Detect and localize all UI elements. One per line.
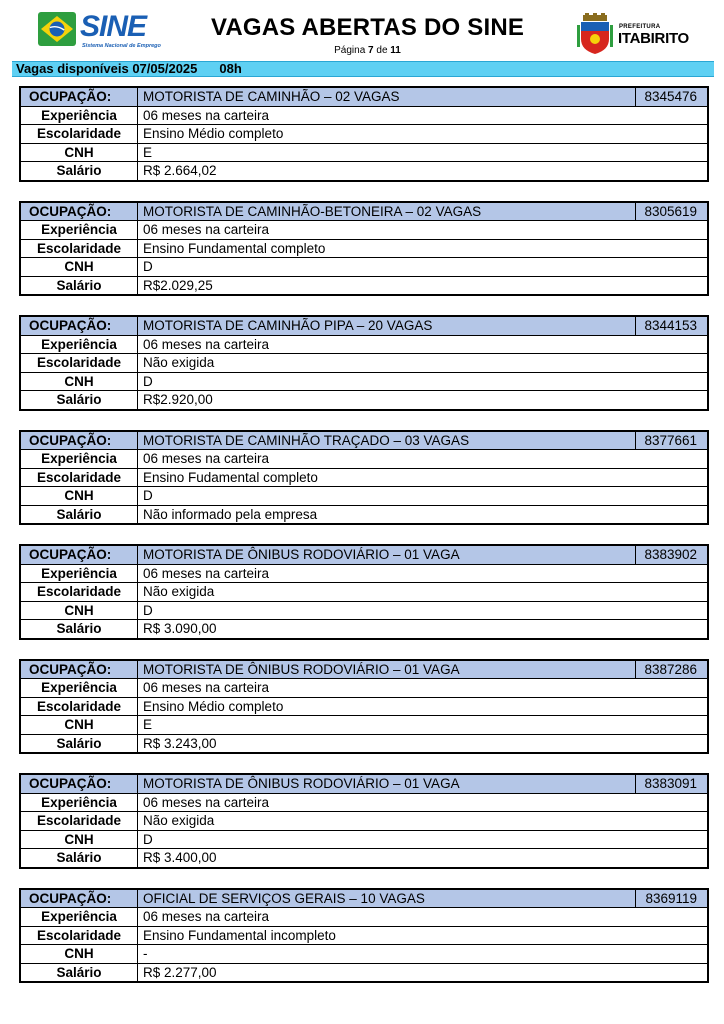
salary-row bbox=[20, 391, 708, 410]
experience-row bbox=[20, 564, 708, 583]
job-code: 8383091 bbox=[636, 774, 709, 793]
experience-row bbox=[20, 335, 708, 354]
license-value: - bbox=[138, 945, 709, 964]
city-crest-icon bbox=[575, 13, 615, 55]
schooling-row bbox=[20, 812, 708, 831]
brazil-flag-icon bbox=[38, 12, 76, 46]
page-number bbox=[190, 45, 545, 56]
salary-value: R$ 3.090,00 bbox=[138, 620, 709, 639]
job-table bbox=[19, 430, 709, 526]
experience-label: Experiência bbox=[20, 335, 138, 354]
job-table bbox=[19, 315, 709, 411]
occupation-label: OCUPAÇÃO: bbox=[20, 889, 138, 908]
job-code: 8345476 bbox=[636, 87, 709, 106]
experience-row bbox=[20, 793, 708, 812]
experience-label: Experiência bbox=[20, 221, 138, 240]
schooling-row bbox=[20, 125, 708, 144]
job-table bbox=[19, 773, 709, 869]
schooling-value: Ensino Médio completo bbox=[138, 697, 709, 716]
schooling-label: Escolaridade bbox=[20, 812, 138, 831]
time-text: 08h bbox=[219, 61, 242, 76]
schooling-value: Ensino Fudamental completo bbox=[138, 468, 709, 487]
experience-label: Experiência bbox=[20, 106, 138, 125]
occupation-row bbox=[20, 889, 708, 908]
occupation-row bbox=[20, 431, 708, 450]
job-title: MOTORISTA DE CAMINHÃO TRAÇADO – 03 VAGAS bbox=[138, 431, 636, 450]
experience-row bbox=[20, 221, 708, 240]
experience-row bbox=[20, 679, 708, 698]
experience-value: 06 meses na carteira bbox=[138, 564, 709, 583]
occupation-label: OCUPAÇÃO: bbox=[20, 316, 138, 335]
license-row bbox=[20, 716, 708, 735]
prefeitura-logo bbox=[575, 13, 690, 55]
salary-row bbox=[20, 162, 708, 181]
schooling-row bbox=[20, 583, 708, 602]
license-value: D bbox=[138, 258, 709, 277]
date-bar bbox=[12, 61, 714, 77]
job-code: 8383902 bbox=[636, 545, 709, 564]
prefeitura-name: ITABIRITO bbox=[618, 30, 689, 47]
occupation-label: OCUPAÇÃO: bbox=[20, 774, 138, 793]
experience-value: 06 meses na carteira bbox=[138, 679, 709, 698]
job-title: MOTORISTA DE CAMINHÃO – 02 VAGAS bbox=[138, 87, 636, 106]
license-value: E bbox=[138, 143, 709, 162]
license-value: D bbox=[138, 372, 709, 391]
experience-value: 06 meses na carteira bbox=[138, 908, 709, 927]
occupation-label: OCUPAÇÃO: bbox=[20, 660, 138, 679]
experience-value: 06 meses na carteira bbox=[138, 335, 709, 354]
page-current: 7 bbox=[368, 45, 374, 56]
license-label: CNH bbox=[20, 830, 138, 849]
salary-row bbox=[20, 734, 708, 753]
schooling-value: Ensino Fundamental incompleto bbox=[138, 926, 709, 945]
experience-label: Experiência bbox=[20, 679, 138, 698]
page-header bbox=[0, 0, 724, 62]
job-title: MOTORISTA DE CAMINHÃO-BETONEIRA – 02 VAGAS bbox=[138, 202, 636, 221]
job-code: 8344153 bbox=[636, 316, 709, 335]
experience-label: Experiência bbox=[20, 564, 138, 583]
occupation-row bbox=[20, 202, 708, 221]
salary-row bbox=[20, 849, 708, 868]
schooling-label: Escolaridade bbox=[20, 583, 138, 602]
occupation-row bbox=[20, 545, 708, 564]
salary-label: Salário bbox=[20, 162, 138, 181]
experience-value: 06 meses na carteira bbox=[138, 450, 709, 469]
job-title: OFICIAL DE SERVIÇOS GERAIS – 10 VAGAS bbox=[138, 889, 636, 908]
salary-value: R$ 2.664,02 bbox=[138, 162, 709, 181]
occupation-label: OCUPAÇÃO: bbox=[20, 87, 138, 106]
license-row bbox=[20, 258, 708, 277]
occupation-label: OCUPAÇÃO: bbox=[20, 431, 138, 450]
license-row bbox=[20, 487, 708, 506]
job-table bbox=[19, 544, 709, 640]
experience-row bbox=[20, 908, 708, 927]
license-label: CNH bbox=[20, 372, 138, 391]
experience-label: Experiência bbox=[20, 908, 138, 927]
schooling-value: Ensino Fundamental completo bbox=[138, 239, 709, 258]
license-value: E bbox=[138, 716, 709, 735]
license-row bbox=[20, 945, 708, 964]
occupation-label: OCUPAÇÃO: bbox=[20, 545, 138, 564]
salary-label: Salário bbox=[20, 963, 138, 982]
salary-label: Salário bbox=[20, 505, 138, 524]
page-total: 11 bbox=[390, 45, 401, 56]
salary-value: R$ 3.243,00 bbox=[138, 734, 709, 753]
salary-label: Salário bbox=[20, 849, 138, 868]
job-table bbox=[19, 888, 709, 984]
occupation-row bbox=[20, 316, 708, 335]
occupation-row bbox=[20, 660, 708, 679]
salary-value: R$2.920,00 bbox=[138, 391, 709, 410]
license-label: CNH bbox=[20, 945, 138, 964]
page-title: VAGAS ABERTAS DO SINE bbox=[210, 14, 525, 41]
license-row bbox=[20, 143, 708, 162]
salary-value: R$2.029,25 bbox=[138, 276, 709, 295]
license-label: CNH bbox=[20, 143, 138, 162]
job-title: MOTORISTA DE ÔNIBUS RODOVIÁRIO – 01 VAGA bbox=[138, 774, 636, 793]
salary-value: Não informado pela empresa bbox=[138, 505, 709, 524]
experience-label: Experiência bbox=[20, 793, 138, 812]
schooling-value: Não exigida bbox=[138, 812, 709, 831]
date-text: Vagas disponíveis 07/05/2025 bbox=[16, 61, 198, 76]
schooling-value: Não exigida bbox=[138, 583, 709, 602]
experience-value: 06 meses na carteira bbox=[138, 221, 709, 240]
license-row bbox=[20, 601, 708, 620]
schooling-label: Escolaridade bbox=[20, 926, 138, 945]
job-title: MOTORISTA DE CAMINHÃO PIPA – 20 VAGAS bbox=[138, 316, 636, 335]
job-table bbox=[19, 659, 709, 755]
salary-label: Salário bbox=[20, 391, 138, 410]
sine-logo bbox=[38, 12, 163, 52]
job-title: MOTORISTA DE ÔNIBUS RODOVIÁRIO – 01 VAGA bbox=[138, 660, 636, 679]
salary-row bbox=[20, 505, 708, 524]
job-code: 8305619 bbox=[636, 202, 709, 221]
schooling-row bbox=[20, 354, 708, 373]
license-label: CNH bbox=[20, 258, 138, 277]
occupation-row bbox=[20, 774, 708, 793]
job-code: 8369119 bbox=[636, 889, 709, 908]
salary-value: R$ 3.400,00 bbox=[138, 849, 709, 868]
schooling-row bbox=[20, 697, 708, 716]
license-value: D bbox=[138, 601, 709, 620]
license-value: D bbox=[138, 487, 709, 506]
job-title: MOTORISTA DE ÔNIBUS RODOVIÁRIO – 01 VAGA bbox=[138, 545, 636, 564]
license-label: CNH bbox=[20, 716, 138, 735]
sine-logo-subtitle: Sistema Nacional de Emprego bbox=[82, 43, 161, 49]
job-code: 8387286 bbox=[636, 660, 709, 679]
salary-row bbox=[20, 620, 708, 639]
experience-value: 06 meses na carteira bbox=[138, 793, 709, 812]
prefeitura-small-text: PREFEITURA bbox=[619, 24, 661, 30]
schooling-label: Escolaridade bbox=[20, 354, 138, 373]
schooling-label: Escolaridade bbox=[20, 125, 138, 144]
occupation-label: OCUPAÇÃO: bbox=[20, 202, 138, 221]
experience-value: 06 meses na carteira bbox=[138, 106, 709, 125]
salary-row bbox=[20, 963, 708, 982]
job-list bbox=[19, 86, 709, 1002]
license-value: D bbox=[138, 830, 709, 849]
license-row bbox=[20, 372, 708, 391]
salary-label: Salário bbox=[20, 620, 138, 639]
schooling-row bbox=[20, 468, 708, 487]
license-label: CNH bbox=[20, 601, 138, 620]
schooling-value: Não exigida bbox=[138, 354, 709, 373]
license-row bbox=[20, 830, 708, 849]
salary-label: Salário bbox=[20, 734, 138, 753]
schooling-label: Escolaridade bbox=[20, 468, 138, 487]
salary-row bbox=[20, 276, 708, 295]
job-code: 8377661 bbox=[636, 431, 709, 450]
job-table bbox=[19, 86, 709, 182]
schooling-value: Ensino Médio completo bbox=[138, 125, 709, 144]
salary-value: R$ 2.277,00 bbox=[138, 963, 709, 982]
experience-label: Experiência bbox=[20, 450, 138, 469]
experience-row bbox=[20, 106, 708, 125]
salary-label: Salário bbox=[20, 276, 138, 295]
page-of: de bbox=[376, 45, 388, 56]
schooling-row bbox=[20, 239, 708, 258]
occupation-row bbox=[20, 87, 708, 106]
license-label: CNH bbox=[20, 487, 138, 506]
experience-row bbox=[20, 450, 708, 469]
sine-logo-text: SINE bbox=[80, 10, 147, 43]
schooling-label: Escolaridade bbox=[20, 239, 138, 258]
job-table bbox=[19, 201, 709, 297]
schooling-label: Escolaridade bbox=[20, 697, 138, 716]
page-label: Página bbox=[334, 45, 366, 56]
schooling-row bbox=[20, 926, 708, 945]
